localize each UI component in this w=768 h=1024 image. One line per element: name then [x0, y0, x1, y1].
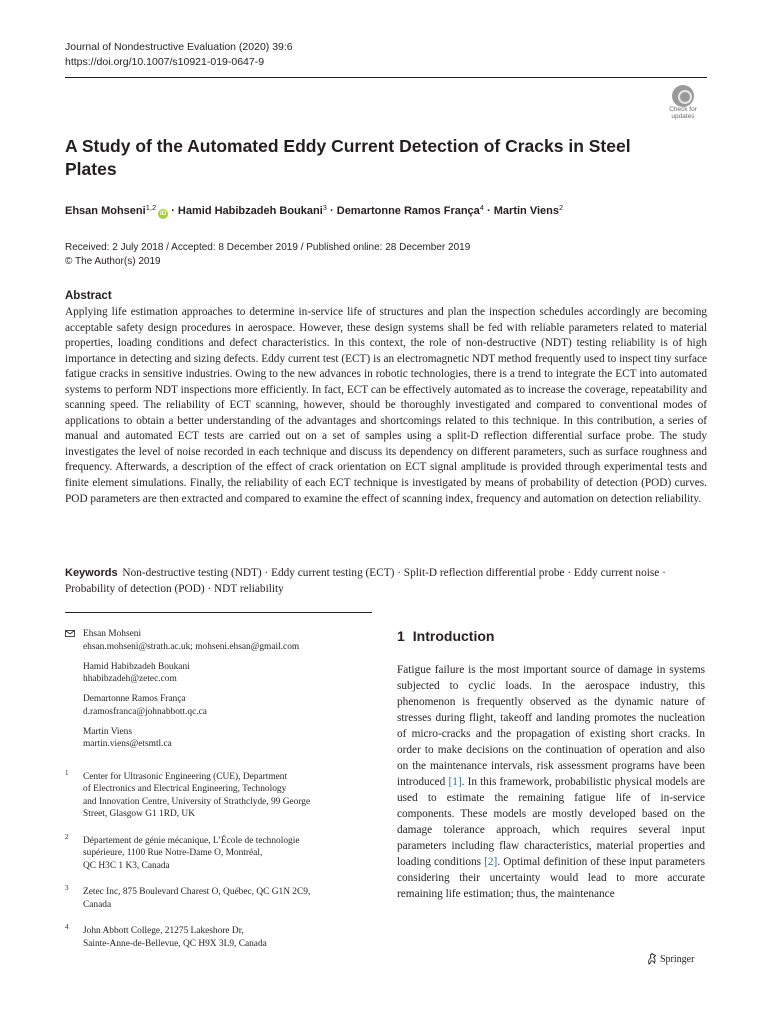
affiliation-line: John Abbott College, 21275 Lakeshore Dr,	[83, 926, 244, 936]
keywords-text: Non-destructive testing (NDT) · Eddy current testing (ECT) · Split-D reflection differential probe · Eddy current noise · Probability of detection (POD) · NDT reliability	[65, 567, 666, 595]
author-contacts	[65, 628, 375, 950]
affiliation-line: Canada	[83, 899, 112, 910]
publisher-name: Springer	[660, 954, 695, 965]
affiliation-line: and Innovation Centre, University of Strathclyde, 99 George	[83, 796, 311, 807]
orcid-icon[interactable]: iD	[159, 210, 167, 217]
contact-name: Hamid Habibzadeh Boukani	[83, 661, 190, 672]
keywords	[65, 566, 707, 597]
affiliation-line: supérieure, 1100 Rue Notre-Dame O, Montréal,	[83, 848, 263, 858]
affiliation-line: of Electronics and Electrical Engineering, Technology	[83, 784, 287, 794]
footnote-divider	[65, 612, 372, 613]
affiliation-entry	[65, 925, 375, 950]
author-name[interactable]: Martin Viens	[493, 205, 559, 217]
contact-entry	[65, 726, 375, 751]
contact-entry	[65, 693, 375, 718]
author-separator: ·	[330, 205, 334, 217]
author-affiliation-marker: 3	[322, 203, 327, 212]
publication-dates	[65, 241, 470, 268]
introduction-text	[397, 662, 705, 902]
author-separator: ·	[171, 205, 175, 217]
affiliation-line: Sainte-Anne-de-Bellevue, QC H9X 3L9, Canada	[83, 938, 267, 949]
citation-link[interactable]: [1]	[448, 776, 462, 788]
paper-title: A Study of the Automated Eddy Current Detection of Cracks in Steel Plates	[65, 136, 631, 179]
contact-name: Martin Viens	[83, 726, 132, 737]
citation-link[interactable]: [2]	[484, 856, 498, 868]
author-separator: ·	[487, 205, 491, 217]
check-for-updates-badge[interactable]	[664, 85, 702, 123]
affiliation-entry	[65, 768, 375, 821]
keywords-label: Keywords	[65, 567, 118, 579]
abstract-heading: Abstract	[65, 290, 112, 302]
affiliation-line: QC H3C 1 K3, Canada	[83, 860, 170, 871]
author-name[interactable]: Demartonne Ramos França	[336, 205, 480, 217]
publisher-logo	[646, 952, 694, 965]
author-affiliation-marker: 4	[479, 203, 484, 212]
section-number: 1	[397, 628, 405, 644]
contact-entry	[65, 661, 375, 686]
affiliation-number: 2	[65, 832, 69, 841]
doi-link[interactable]: https://doi.org/10.1007/s10921-019-0647-9	[65, 55, 265, 68]
intro-text-part: . Optimal definition of these input parameters considering their uncertainty would lead to more accurate remaining life estimation; thus, the maintenance	[397, 856, 705, 900]
affiliation-number: 3	[65, 884, 69, 892]
journal-citation: Journal of Nondestructive Evaluation (2020) 39:6	[65, 41, 293, 53]
author-name[interactable]: Ehsan Mohseni	[65, 205, 146, 217]
author-affiliation-marker: 2	[558, 203, 564, 212]
crossmark-icon	[672, 85, 694, 107]
envelope-icon	[65, 630, 75, 637]
affiliation-number: 1	[65, 768, 69, 777]
abstract-text: Applying life estimation approaches to determine in-service life of structures and plan the inspection schedules accordingly are becoming acceptable safety design procedures in aerospace. However, these design systems shall be fed with reliable parameters related to material properties, loading conditions and defect characteristics. In this context, the role of non-destructive (NDT) testing reliability is of high importance in detecting and sizing defects. Eddy current test (ECT) is an electromagnetic NDT method frequently used to inspect tiny surface fatigue cracks in sensitive industries. Owing to the new advances in robotic technologies, there is a trend to integrate the ECT into automated systems to perform NDT inspections more efficiently. In fact, ECT can be effectively automated as to increase the coverage, repeatability and scanning speed. The reliability of ECT scanning, however, should be thoroughly investigated and compared to conventional modes of applications to obtain a better understanding of the advantages and shortcomings related to this technique. In this contribution, a series of manual and automated ECT tests are carried out on a set of samples using a split-D reflection differential surface probe. The study investigates the level of noise recorded in each technique and discuss its dependency on different parameters, such as surface roughness and frequency. Afterwards, a description of the effect of crack orientation on ECT signal amplitude is provided through experimental tests and finite element simulations. Finally, the reliability of each ECT technique is investigated by means of probability of detection (POD) curves. POD parameters are then extracted and compared to examine the effect of scanning index, frequency and automation on detection reliability.	[65, 306, 707, 505]
intro-text-part: . In this framework, probabilistic physical models are used to estimate the remaining fatigue life of in-service components. These models are mostly developed based on the damage tolerance approach, which requires several input parameters including flaw characteristics, material properties and loading conditions	[397, 776, 705, 868]
affiliations	[65, 768, 375, 951]
contact-email[interactable]: martin.viens@etsmtl.ca	[83, 739, 172, 749]
affiliation-line: Street, Glasgow G1 1RD, UK	[83, 809, 195, 819]
affiliation-line: Département de génie mécanique, L’École de technologie	[83, 835, 300, 846]
springer-horse-icon	[646, 952, 658, 965]
section-title: Introduction	[412, 628, 495, 644]
affiliation-number: 4	[65, 923, 69, 931]
intro-text-part: Fatigue failure is the most important source of damage in systems subjected to cyclic loads. In the aerospace industry, this phenomenon is frequently observed as the dynamic nature of stresses during flight, takeoff and landing promotes the nucleation of micro-cracks and the propagation of existing short cracks. In order to make decisions on the continuation of operation and also on the maintenance intervals, risk assessment programs have been introduced	[397, 664, 705, 788]
contact-name: Ehsan Mohseni	[83, 629, 142, 639]
contact-email[interactable]: hhabibzadeh@zetec.com	[83, 674, 177, 684]
affiliation-line: Center for Ultrasonic Engineering (CUE), Department	[83, 771, 288, 782]
author-name[interactable]: Hamid Habibzadeh Boukani	[177, 205, 323, 217]
contact-email[interactable]: d.ramosfranca@johnabbott.qc.ca	[83, 706, 207, 717]
contact-entry	[65, 628, 375, 653]
contact-name: Demartonne Ramos França	[83, 694, 186, 704]
header-divider	[65, 77, 707, 78]
affiliation-entry	[65, 832, 375, 873]
journal-header	[65, 40, 293, 69]
copyright: © The Author(s) 2019	[65, 255, 161, 267]
history-dates: Received: 2 July 2018 / Accepted: 8 December 2019 / Published online: 28 December 2019	[65, 242, 471, 253]
affiliation-line: Zetec Inc, 875 Boulevard Charest O, Québec, QC G1N 2C9,	[83, 887, 311, 897]
author-affiliation-marker: 1,2	[145, 203, 157, 212]
crossmark-label-line2: updates	[671, 113, 695, 120]
author-list	[65, 203, 563, 219]
affiliation-entry	[65, 886, 375, 911]
section-heading-introduction	[397, 628, 494, 644]
crossmark-label-line1: Check for	[669, 106, 697, 113]
contact-email[interactable]: ehsan.mohseni@strath.ac.uk; mohseni.ehsan@gmail.com	[83, 641, 300, 652]
